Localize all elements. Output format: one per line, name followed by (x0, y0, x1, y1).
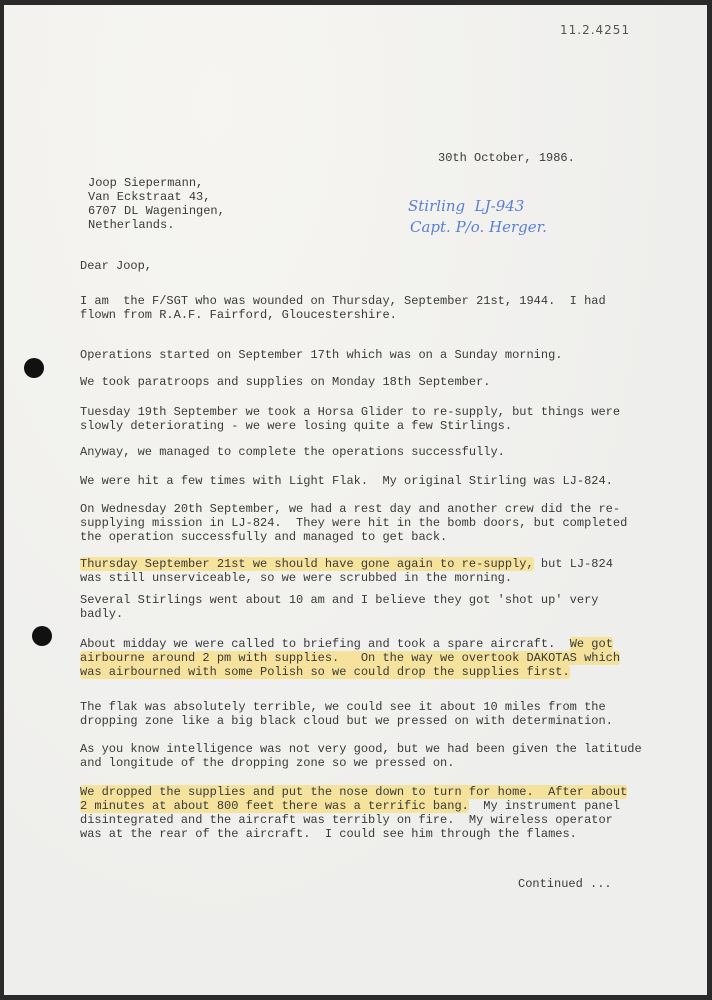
text-segment: We took paratroops and supplies on Monday 18th September. (80, 375, 491, 389)
text-segment: The flak was absolutely terrible, we could see it about 10 miles from the (80, 700, 606, 714)
text-segment: As you know intelligence was not very good, but we had been given the latitude (80, 742, 642, 756)
highlighted-text: was airbourned with some Polish so we could drop the supplies first. (80, 665, 570, 679)
text-line (80, 700, 613, 714)
paragraph (80, 348, 562, 362)
paragraph (80, 557, 613, 585)
text-line (80, 665, 620, 679)
text-segment: I am the F/SGT who was wounded on Thursday, September 21st, 1944. I had (80, 294, 606, 308)
highlighted-text: Thursday September 21st we should have gone again to re-supply, (80, 557, 534, 571)
paragraph (80, 405, 620, 433)
text-line (80, 742, 642, 756)
paragraph (80, 294, 606, 322)
text-line (80, 714, 613, 728)
recipient-address (88, 176, 225, 232)
text-segment: My instrument panel (468, 799, 621, 813)
text-segment: but LJ-824 (533, 557, 613, 571)
text-line (80, 756, 642, 770)
text-segment: flown from R.A.F. Fairford, Gloucestershire. (80, 308, 397, 322)
text-line (80, 607, 598, 621)
text-segment: disintegrated and the aircraft was terribly on fire. My wireless operator (80, 813, 613, 827)
text-line (80, 294, 606, 308)
text-line (80, 571, 613, 585)
paragraph (80, 375, 490, 389)
text-segment: was still unserviceable, so we were scrubbed in the morning. (80, 571, 513, 585)
text-segment: the operation successfully and managed to get back. (80, 530, 448, 544)
text-segment: Operations started on September 17th which was on a Sunday morning. (80, 348, 563, 362)
text-segment: Tuesday 19th September we took a Horsa Glider to re-supply, but things were (80, 405, 621, 419)
letter-date: 30th October, 1986. (438, 151, 575, 165)
paragraph (80, 637, 620, 679)
text-line (80, 593, 598, 607)
text-line (80, 651, 620, 665)
text-segment: On Wednesday 20th September, we had a rest day and another crew did the re- (80, 502, 621, 516)
text-line (80, 375, 490, 389)
text-line (80, 419, 620, 433)
letter-page (4, 5, 707, 995)
paragraph (80, 445, 505, 459)
text-line (80, 637, 620, 651)
handwritten-note-line: Stirling LJ-943 (408, 197, 525, 215)
salutation: Dear Joop, (80, 259, 153, 273)
address-line: 6707 DL Wageningen, (88, 204, 225, 218)
text-line (80, 530, 627, 544)
text-segment: Anyway, we managed to complete the operations successfully. (80, 445, 505, 459)
text-line (80, 405, 620, 419)
text-line (80, 445, 505, 459)
text-line (80, 502, 627, 516)
highlighted-text: 2 minutes at about 800 feet there was a terrific bang. (80, 799, 469, 813)
archive-reference-number: 11.2.4251 (560, 23, 631, 37)
text-line (80, 799, 627, 813)
address-line: Van Eckstraat 43, (88, 190, 211, 204)
handwritten-note-line: Capt. P/o. Herger. (410, 218, 547, 236)
text-segment: About midday we were called to briefing and took a spare aircraft. (80, 637, 570, 651)
text-segment: badly. (80, 607, 124, 621)
address-line: Joop Siepermann, (88, 176, 204, 190)
continued-note: Continued ... (518, 877, 612, 891)
paragraph (80, 785, 627, 841)
text-segment: was at the rear of the aircraft. I could see him through the flames. (80, 827, 577, 841)
paragraph (80, 502, 627, 544)
text-line (80, 348, 562, 362)
paragraph (80, 593, 598, 621)
text-line (80, 474, 613, 488)
text-segment: supplying mission in LJ-824. They were hit in the bomb doors, but completed (80, 516, 628, 530)
highlighted-text: We got (569, 637, 613, 651)
highlighted-text: airbourne around 2 pm with supplies. On the way we overtook DAKOTAS which (80, 651, 621, 665)
text-segment: Several Stirlings went about 10 am and I believe they got 'shot up' very (80, 593, 599, 607)
text-line (80, 827, 627, 841)
punch-hole (24, 358, 44, 378)
address-line: Netherlands. (88, 218, 175, 232)
paragraph (80, 474, 613, 488)
text-line (80, 516, 627, 530)
text-line (80, 308, 606, 322)
text-line (80, 785, 627, 799)
highlighted-text: We dropped the supplies and put the nose down to turn for home. After about (80, 785, 628, 799)
text-segment: and longitude of the dropping zone so we pressed on. (80, 756, 455, 770)
paragraph (80, 700, 613, 728)
paragraph (80, 742, 642, 770)
text-line (80, 557, 613, 571)
text-segment: We were hit a few times with Light Flak. My original Stirling was LJ-824. (80, 474, 613, 488)
text-segment: slowly deteriorating - we were losing quite a few Stirlings. (80, 419, 513, 433)
punch-hole (32, 626, 52, 646)
text-line (80, 813, 627, 827)
text-segment: dropping zone like a big black cloud but we pressed on with determination. (80, 714, 613, 728)
